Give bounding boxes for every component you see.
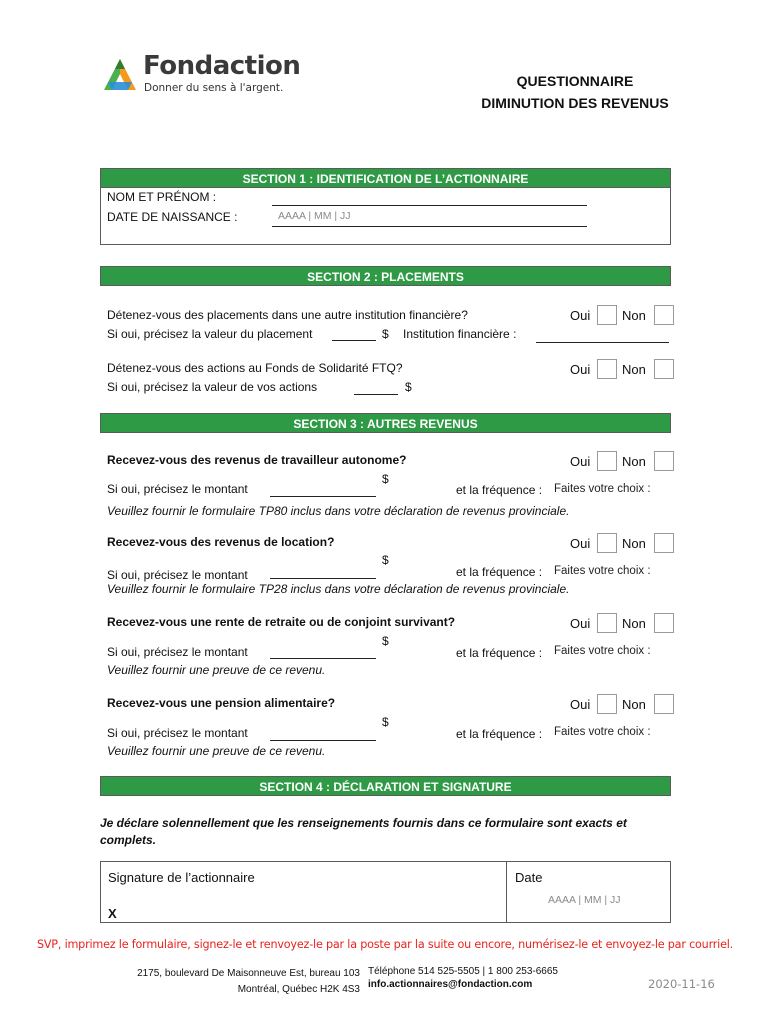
declaration-line1: Je déclare solennellement que les renseignements fournis dans ce formulaire sont exacts et xyxy=(100,816,627,830)
s3-q3-non-checkbox[interactable] xyxy=(654,613,674,633)
institution-field[interactable] xyxy=(536,342,669,343)
section1-heading: SECTION 1 : IDENTIFICATION DE L’ACTIONNAIRE xyxy=(100,168,671,188)
s3-q1-oui-label: Oui xyxy=(570,454,591,469)
s3-q1-frequency-label: et la fréquence : xyxy=(456,483,543,497)
s3-q2-currency: $ xyxy=(382,553,389,567)
s2-q1-non-label: Non xyxy=(622,308,646,323)
s3-q1-amount-label: Si oui, précisez le montant xyxy=(107,482,248,496)
signature-table-divider xyxy=(506,861,507,923)
s3-q3-note: Veuillez fournir une preuve de ce revenu. xyxy=(107,663,326,677)
s2-q2-oui-checkbox[interactable] xyxy=(597,359,617,379)
declaration-line2: complets. xyxy=(100,833,157,847)
s3-q1-non-checkbox[interactable] xyxy=(654,451,674,471)
brand-name: Fondaction xyxy=(143,51,301,81)
s2-q2-amount-field[interactable] xyxy=(354,394,398,395)
s3-q1-amount-field[interactable] xyxy=(270,496,376,497)
section4-heading: SECTION 4 : DÉCLARATION ET SIGNATURE xyxy=(100,776,671,796)
s3-q4-text: Recevez-vous une pension alimentaire? xyxy=(107,696,336,710)
name-field[interactable] xyxy=(272,205,587,206)
s3-q1-non-label: Non xyxy=(622,454,646,469)
s3-q3-text: Recevez-vous une rente de retraite ou de conjoint survivant? xyxy=(107,615,456,629)
s3-q2-oui-label: Oui xyxy=(570,536,591,551)
s3-q1-currency: $ xyxy=(382,472,389,486)
form-title-line1: QUESTIONNAIRE xyxy=(516,73,634,89)
s3-q1-text: Recevez-vous des revenus de travailleur autonome? xyxy=(107,453,407,467)
s3-q3-frequency-label: et la fréquence : xyxy=(456,646,543,660)
s2-q2-non-label: Non xyxy=(622,362,646,377)
s2-q1-text: Détenez-vous des placements dans une autre institution financière? xyxy=(107,308,468,322)
s2-q2-non-checkbox[interactable] xyxy=(654,359,674,379)
s2-q1-detail: Si oui, précisez la valeur du placement xyxy=(107,327,313,341)
s3-q4-amount-field[interactable] xyxy=(270,740,376,741)
s3-q4-non-checkbox[interactable] xyxy=(654,694,674,714)
s3-q4-note: Veuillez fournir une preuve de ce revenu. xyxy=(107,744,326,758)
footer-address-line2: Montréal, Québec H2K 4S3 xyxy=(237,984,360,995)
date-label: Date xyxy=(515,870,543,885)
footer-version: 2020-11-16 xyxy=(648,977,715,991)
s3-q1-note: Veuillez fournir le formulaire TP80 inclus dans votre déclaration de revenus provinciale. xyxy=(107,504,570,518)
birthdate-field[interactable] xyxy=(272,208,587,227)
s3-q3-currency: $ xyxy=(382,634,389,648)
s3-q4-non-label: Non xyxy=(622,697,646,712)
signature-label: Signature de l’actionnaire xyxy=(108,870,255,885)
s2-q1-amount-field[interactable] xyxy=(332,340,376,341)
s3-q3-frequency-select[interactable]: Faites votre choix : xyxy=(554,645,651,657)
section3-heading: SECTION 3 : AUTRES REVENUS xyxy=(100,413,671,433)
date-field[interactable]: AAAA | MM | JJ xyxy=(548,894,621,906)
brand-tagline: Donner du sens à l'argent. xyxy=(144,82,284,94)
s2-q2-text: Détenez-vous des actions au Fonds de Solidarité FTQ? xyxy=(107,361,403,375)
s2-q1-currency: $ xyxy=(382,327,389,341)
s3-q3-amount-field[interactable] xyxy=(270,658,376,659)
footer-phone: Téléphone 514 525-5505 | 1 800 253-6665 xyxy=(368,966,558,977)
s2-q2-detail: Si oui, précisez la valeur de vos actions xyxy=(107,380,318,394)
s3-q1-frequency-select[interactable]: Faites votre choix : xyxy=(554,483,651,495)
s3-q2-oui-checkbox[interactable] xyxy=(597,533,617,553)
s3-q4-currency: $ xyxy=(382,715,389,729)
s3-q2-non-label: Non xyxy=(622,536,646,551)
s3-q4-amount-label: Si oui, précisez le montant xyxy=(107,726,248,740)
s3-q2-frequency-select[interactable]: Faites votre choix : xyxy=(554,565,651,577)
s2-q2-oui-label: Oui xyxy=(570,362,591,377)
s2-q1-oui-checkbox[interactable] xyxy=(597,305,617,325)
fondaction-logo-icon xyxy=(100,56,140,96)
s3-q2-non-checkbox[interactable] xyxy=(654,533,674,553)
s3-q2-frequency-label: et la fréquence : xyxy=(456,565,543,579)
name-label: NOM ET PRÉNOM : xyxy=(107,190,217,204)
s2-q1-non-checkbox[interactable] xyxy=(654,305,674,325)
s3-q3-non-label: Non xyxy=(622,616,646,631)
instructions-text: SVP, imprimez le formulaire, signez-le et renvoyez-le par la poste par la suite ou encore, numérisez-le et envoyez-le par courriel. xyxy=(36,938,734,951)
signature-field[interactable]: X xyxy=(108,906,117,921)
s2-q1-oui-label: Oui xyxy=(570,308,591,323)
s3-q3-amount-label: Si oui, précisez le montant xyxy=(107,645,248,659)
s2-q2-currency: $ xyxy=(405,380,412,394)
birthdate-label: DATE DE NAISSANCE : xyxy=(107,210,238,224)
s3-q4-oui-checkbox[interactable] xyxy=(597,694,617,714)
s3-q4-frequency-select[interactable]: Faites votre choix : xyxy=(554,726,651,738)
s3-q2-text: Recevez-vous des revenus de location? xyxy=(107,535,335,549)
s3-q2-amount-field[interactable] xyxy=(270,578,376,579)
s3-q2-amount-label: Si oui, précisez le montant xyxy=(107,568,248,582)
s3-q1-oui-checkbox[interactable] xyxy=(597,451,617,471)
form-title-line2: DIMINUTION DES REVENUS xyxy=(481,95,669,111)
s3-q3-oui-checkbox[interactable] xyxy=(597,613,617,633)
institution-label: Institution financière : xyxy=(403,327,517,341)
s3-q4-oui-label: Oui xyxy=(570,697,591,712)
footer-address-line1: 2175, boulevard De Maisonneuve Est, bureau 103 xyxy=(137,968,360,979)
section2-heading: SECTION 2 : PLACEMENTS xyxy=(100,266,671,286)
s3-q2-note: Veuillez fournir le formulaire TP28 inclus dans votre déclaration de revenus provinciale. xyxy=(107,582,570,596)
logo xyxy=(100,51,301,96)
footer-email: info.actionnaires@fondaction.com xyxy=(368,979,533,990)
birthdate-placeholder: AAAA | MM | JJ xyxy=(278,210,351,222)
s3-q3-oui-label: Oui xyxy=(570,616,591,631)
s3-q4-frequency-label: et la fréquence : xyxy=(456,727,543,741)
